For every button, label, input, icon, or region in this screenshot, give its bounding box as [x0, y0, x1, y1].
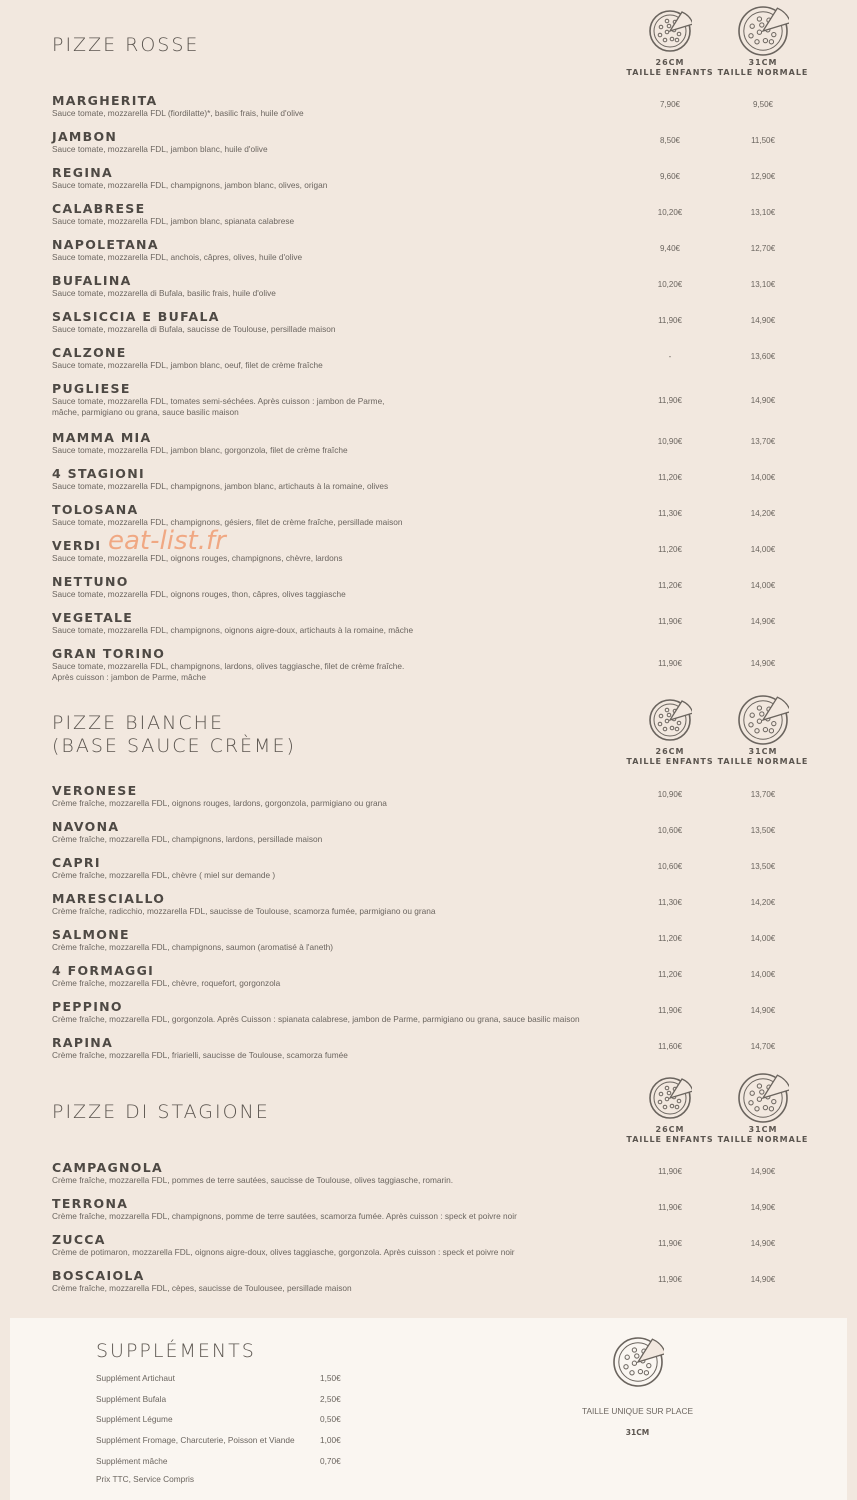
price-large: 14,00€ [750, 473, 776, 482]
item-name: NAPOLETANA [52, 237, 159, 252]
item-name: BOSCAIOLA [52, 1268, 145, 1283]
supplements-box [10, 1318, 847, 1500]
price-large: 13,10€ [750, 208, 776, 217]
item-description: Sauce tomate, mozzarella di Bufala, saucisse de Toulouse, persillade maison [52, 324, 336, 334]
item-description: Crème fraîche, mozzarella FDL, champignons, pomme de terre sautées, scamorza fumée. Après cuisson : speck et poivre noir [52, 1211, 517, 1221]
price-small: 7,90€ [659, 100, 681, 109]
item-description: Crème fraîche, mozzarella FDL, champignons, lardons, persillade maison [52, 834, 323, 844]
item-name: MARESCIALLO [52, 891, 166, 906]
unique-size-block [570, 1336, 705, 1437]
price-small: 11,90€ [658, 1275, 682, 1284]
size-cm: 31CM [748, 58, 778, 67]
size-label: TAILLE NORMALE [717, 1135, 809, 1144]
item-description: Crème fraîche, mozzarella FDL, pommes de terre sautées, saucisse de Toulouse, olives taggiasche, romarin. [52, 1175, 454, 1185]
pizza-icon [570, 1336, 705, 1392]
price-large: 14,90€ [750, 1006, 776, 1015]
price-large: 13,70€ [750, 790, 776, 799]
item-name: 4 STAGIONI [52, 466, 145, 481]
price-large: 12,90€ [750, 172, 776, 181]
price-small: 11,90€ [658, 659, 682, 668]
item-description: Sauce tomate, mozzarella FDL, champignons, gésiers, filet de crème fraîche, persillade maison [52, 517, 403, 527]
price-small: 10,60€ [657, 826, 683, 835]
price-small: 10,60€ [657, 862, 683, 871]
section-title: PIZZE BIANCHE (BASE SAUCE CRÈME) [52, 712, 296, 757]
item-name: SALSICCIA E BUFALA [52, 309, 220, 324]
item-name: JAMBON [52, 129, 118, 144]
price-small: 11,20€ [658, 473, 682, 482]
price-large: 14,90€ [750, 659, 776, 668]
supplement-label: Supplément Fromage, Charcuterie, Poisson et Viande [96, 1435, 295, 1446]
price-large: 14,00€ [750, 970, 776, 979]
price-small: 10,20€ [657, 280, 683, 289]
price-large: 13,70€ [750, 437, 776, 446]
item-name: REGINA [52, 165, 114, 180]
price-large: 14,20€ [750, 509, 776, 518]
price-small: 11,90€ [658, 1167, 682, 1176]
price-small: 9,40€ [659, 244, 681, 253]
price-small: 11,90€ [658, 316, 682, 325]
item-description: Crème fraîche, mozzarella FDL, cèpes, saucisse de Toulousee, persillade maison [52, 1283, 352, 1293]
price-large: 14,90€ [750, 617, 776, 626]
small-size-header [620, 4, 720, 78]
price-large: 14,00€ [750, 545, 776, 554]
item-description: Sauce tomate, mozzarella FDL, anchois, câpres, olives, huile d'olive [52, 252, 303, 262]
item-description: Sauce tomate, mozzarella FDL (fiordilatte)*, basilic frais, huile d'olive [52, 108, 304, 118]
item-name: 4 FORMAGGI [52, 963, 155, 978]
item-name: NAVONA [52, 819, 120, 834]
size-cm: 26CM [655, 747, 685, 756]
small-size-header [620, 693, 720, 767]
price-large: 11,50€ [751, 136, 775, 145]
item-description: Crème fraîche, mozzarella FDL, gorgonzola. Après Cuisson : spianata calabrese, jambon de Parme, parmigiano ou grana, sauce basilic maison [52, 1014, 580, 1024]
price-small: - [668, 352, 672, 361]
item-description: Crème fraîche, mozzarella FDL, oignons rouges, lardons, gorgonzola, parmigiano ou grana [52, 798, 387, 808]
item-description: Sauce tomate, mozzarella FDL, champignons, jambon blanc, artichauts à la romaine, olives [52, 481, 389, 491]
item-description: Crème fraîche, mozzarella FDL, chèvre ( miel sur demande ) [52, 870, 276, 880]
item-description: Sauce tomate, mozzarella FDL, jambon blanc, gorgonzola, filet de crème fraîche [52, 445, 348, 455]
price-small: 11,90€ [658, 1203, 682, 1212]
price-small: 11,90€ [658, 1239, 682, 1248]
price-small: 10,90€ [657, 437, 683, 446]
price-small: 10,20€ [657, 208, 683, 217]
supplement-price: 0,70€ [320, 1455, 341, 1466]
item-name: VERDI [52, 538, 102, 553]
item-description: Sauce tomate, mozzarella FDL, tomates semi-séchées. Après cuisson : jambon de Parme, mâche, parmigiano ou grana, sauce basilic maison [52, 396, 385, 417]
price-small: 11,20€ [658, 545, 682, 554]
item-name: PUGLIESE [52, 381, 131, 396]
item-description: Sauce tomate, mozzarella FDL, oignons rouges, champignons, chèvre, lardons [52, 553, 343, 563]
item-description: Sauce tomate, mozzarella FDL, champignons, jambon blanc, olives, origan [52, 180, 328, 190]
item-name: VERONESE [52, 783, 138, 798]
item-description: Crème fraîche, mozzarella FDL, chèvre, roquefort, gorgonzola [52, 978, 281, 988]
large-size-header [713, 1071, 813, 1145]
large-size-header [713, 4, 813, 78]
supplement-price: 1,00€ [320, 1435, 341, 1446]
price-small: 11,90€ [658, 1006, 682, 1015]
supplement-price: 0,50€ [320, 1414, 341, 1425]
price-large: 14,90€ [750, 1203, 776, 1212]
size-label: TAILLE ENFANTS [626, 68, 714, 77]
price-large: 14,00€ [750, 934, 776, 943]
item-name: TOLOSANA [52, 502, 139, 517]
pizza-icon [620, 4, 720, 58]
price-large: 12,70€ [750, 244, 776, 253]
item-name: TERRONA [52, 1196, 129, 1211]
item-description: Crème fraîche, radicchio, mozzarella FDL, saucisse de Toulouse, scamorza fumée, parmigiano ou grana [52, 906, 436, 916]
unique-size-label: TAILLE UNIQUE SUR PLACE [582, 1406, 693, 1416]
size-label: TAILLE NORMALE [717, 68, 809, 77]
size-cm: 26CM [655, 1125, 685, 1134]
price-large: 14,90€ [750, 1239, 776, 1248]
item-description: Crème de potimaron, mozzarella FDL, oignons aigre-doux, olives taggiasche, gorgonzola. Après cuisson : speck et poivre noir [52, 1247, 515, 1257]
item-name: MAMMA MIA [52, 430, 152, 445]
price-small: 11,30€ [658, 898, 682, 907]
supplement-label: Supplément Légume [96, 1414, 173, 1425]
item-description: Crème fraîche, mozzarella FDL, friarielli, saucisse de Toulouse, scamorza fumée [52, 1050, 348, 1060]
price-small: 11,90€ [658, 617, 682, 626]
price-small: 11,20€ [658, 934, 682, 943]
price-large: 14,90€ [750, 316, 776, 325]
supplement-label: Supplément mâche [96, 1455, 168, 1466]
price-small: 8,50€ [659, 136, 681, 145]
size-label: TAILLE NORMALE [717, 757, 809, 766]
large-size-header [713, 693, 813, 767]
size-cm: 31CM [748, 1125, 778, 1134]
price-large: 13,50€ [750, 862, 776, 871]
item-description: Sauce tomate, mozzarella FDL, champignons, lardons, olives taggiasche, filet de crème fraîche. Après cuisson : jambon de Parme, mâche [52, 661, 405, 682]
size-cm: 31CM [748, 747, 778, 756]
price-large: 14,70€ [750, 1042, 776, 1051]
item-name: RAPINA [52, 1035, 114, 1050]
item-description: Sauce tomate, mozzarella FDL, jambon blanc, huile d'olive [52, 144, 268, 154]
pizza-icon [713, 1071, 813, 1125]
size-cm: 26CM [655, 58, 685, 67]
item-name: CALZONE [52, 345, 127, 360]
item-name: PEPPINO [52, 999, 123, 1014]
supplement-price: 1,50€ [320, 1373, 341, 1383]
supplement-label: Supplément Bufala [96, 1393, 167, 1404]
item-name: SALMONE [52, 927, 130, 942]
item-description: Sauce tomate, mozzarella FDL, oignons rouges, thon, câpres, olives taggiasche [52, 589, 346, 599]
section-title: PIZZE DI STAGIONE [52, 1101, 270, 1123]
section-title: PIZZE ROSSE [52, 34, 200, 56]
price-large: 14,90€ [750, 1275, 776, 1284]
item-name: GRAN TORINO [52, 646, 166, 661]
item-name: VEGETALE [52, 610, 134, 625]
watermark: eat-list.fr [108, 526, 226, 556]
price-small: 11,90€ [658, 396, 682, 405]
item-description: Sauce tomate, mozzarella FDL, jambon blanc, oeuf, filet de crème fraîche [52, 360, 323, 370]
price-small: 11,60€ [658, 1042, 682, 1051]
supplements-title: SUPPLÉMENTS [96, 1340, 256, 1362]
item-name: CALABRESE [52, 201, 146, 216]
price-small: 11,20€ [658, 581, 682, 590]
item-description: Crème fraîche, mozzarella FDL, champignons, saumon (aromatisé à l'aneth) [52, 942, 334, 952]
pizza-icon [620, 693, 720, 747]
supplement-label: Supplément Artichaut [96, 1373, 175, 1383]
item-description: Sauce tomate, mozzarella FDL, champignons, oignons aigre-doux, artichauts à la romaine, mâche [52, 625, 414, 635]
pizza-icon [713, 4, 813, 58]
pizza-icon [713, 693, 813, 747]
size-label: TAILLE ENFANTS [626, 1135, 714, 1144]
item-name: CAPRI [52, 855, 101, 870]
pizza-icon [620, 1071, 720, 1125]
item-name: CAMPAGNOLA [52, 1160, 163, 1175]
price-large: 13,60€ [750, 352, 776, 361]
item-name: ZUCCA [52, 1232, 106, 1247]
item-name: NETTUNO [52, 574, 129, 589]
price-note: Prix TTC, Service Compris [96, 1474, 195, 1484]
item-name: BUFALINA [52, 273, 132, 288]
price-small: 11,20€ [658, 970, 682, 979]
price-large: 13,10€ [750, 280, 776, 289]
item-description: Sauce tomate, mozzarella di Bufala, basilic frais, huile d'olive [52, 288, 276, 298]
unique-size-cm: 31CM [625, 1428, 650, 1437]
item-description: Sauce tomate, mozzarella FDL, jambon blanc, spianata calabrese [52, 216, 295, 226]
small-size-header [620, 1071, 720, 1145]
supplement-price: 2,50€ [320, 1393, 341, 1404]
size-label: TAILLE ENFANTS [626, 757, 714, 766]
price-large: 14,90€ [750, 396, 776, 405]
price-large: 13,50€ [750, 826, 776, 835]
price-large: 14,20€ [750, 898, 776, 907]
price-large: 14,90€ [750, 1167, 776, 1176]
price-large: 14,00€ [750, 581, 776, 590]
price-small: 10,90€ [657, 790, 683, 799]
price-small: 9,60€ [659, 172, 681, 181]
item-name: MARGHERITA [52, 93, 158, 108]
price-small: 11,30€ [658, 509, 682, 518]
price-large: 9,50€ [752, 100, 774, 109]
